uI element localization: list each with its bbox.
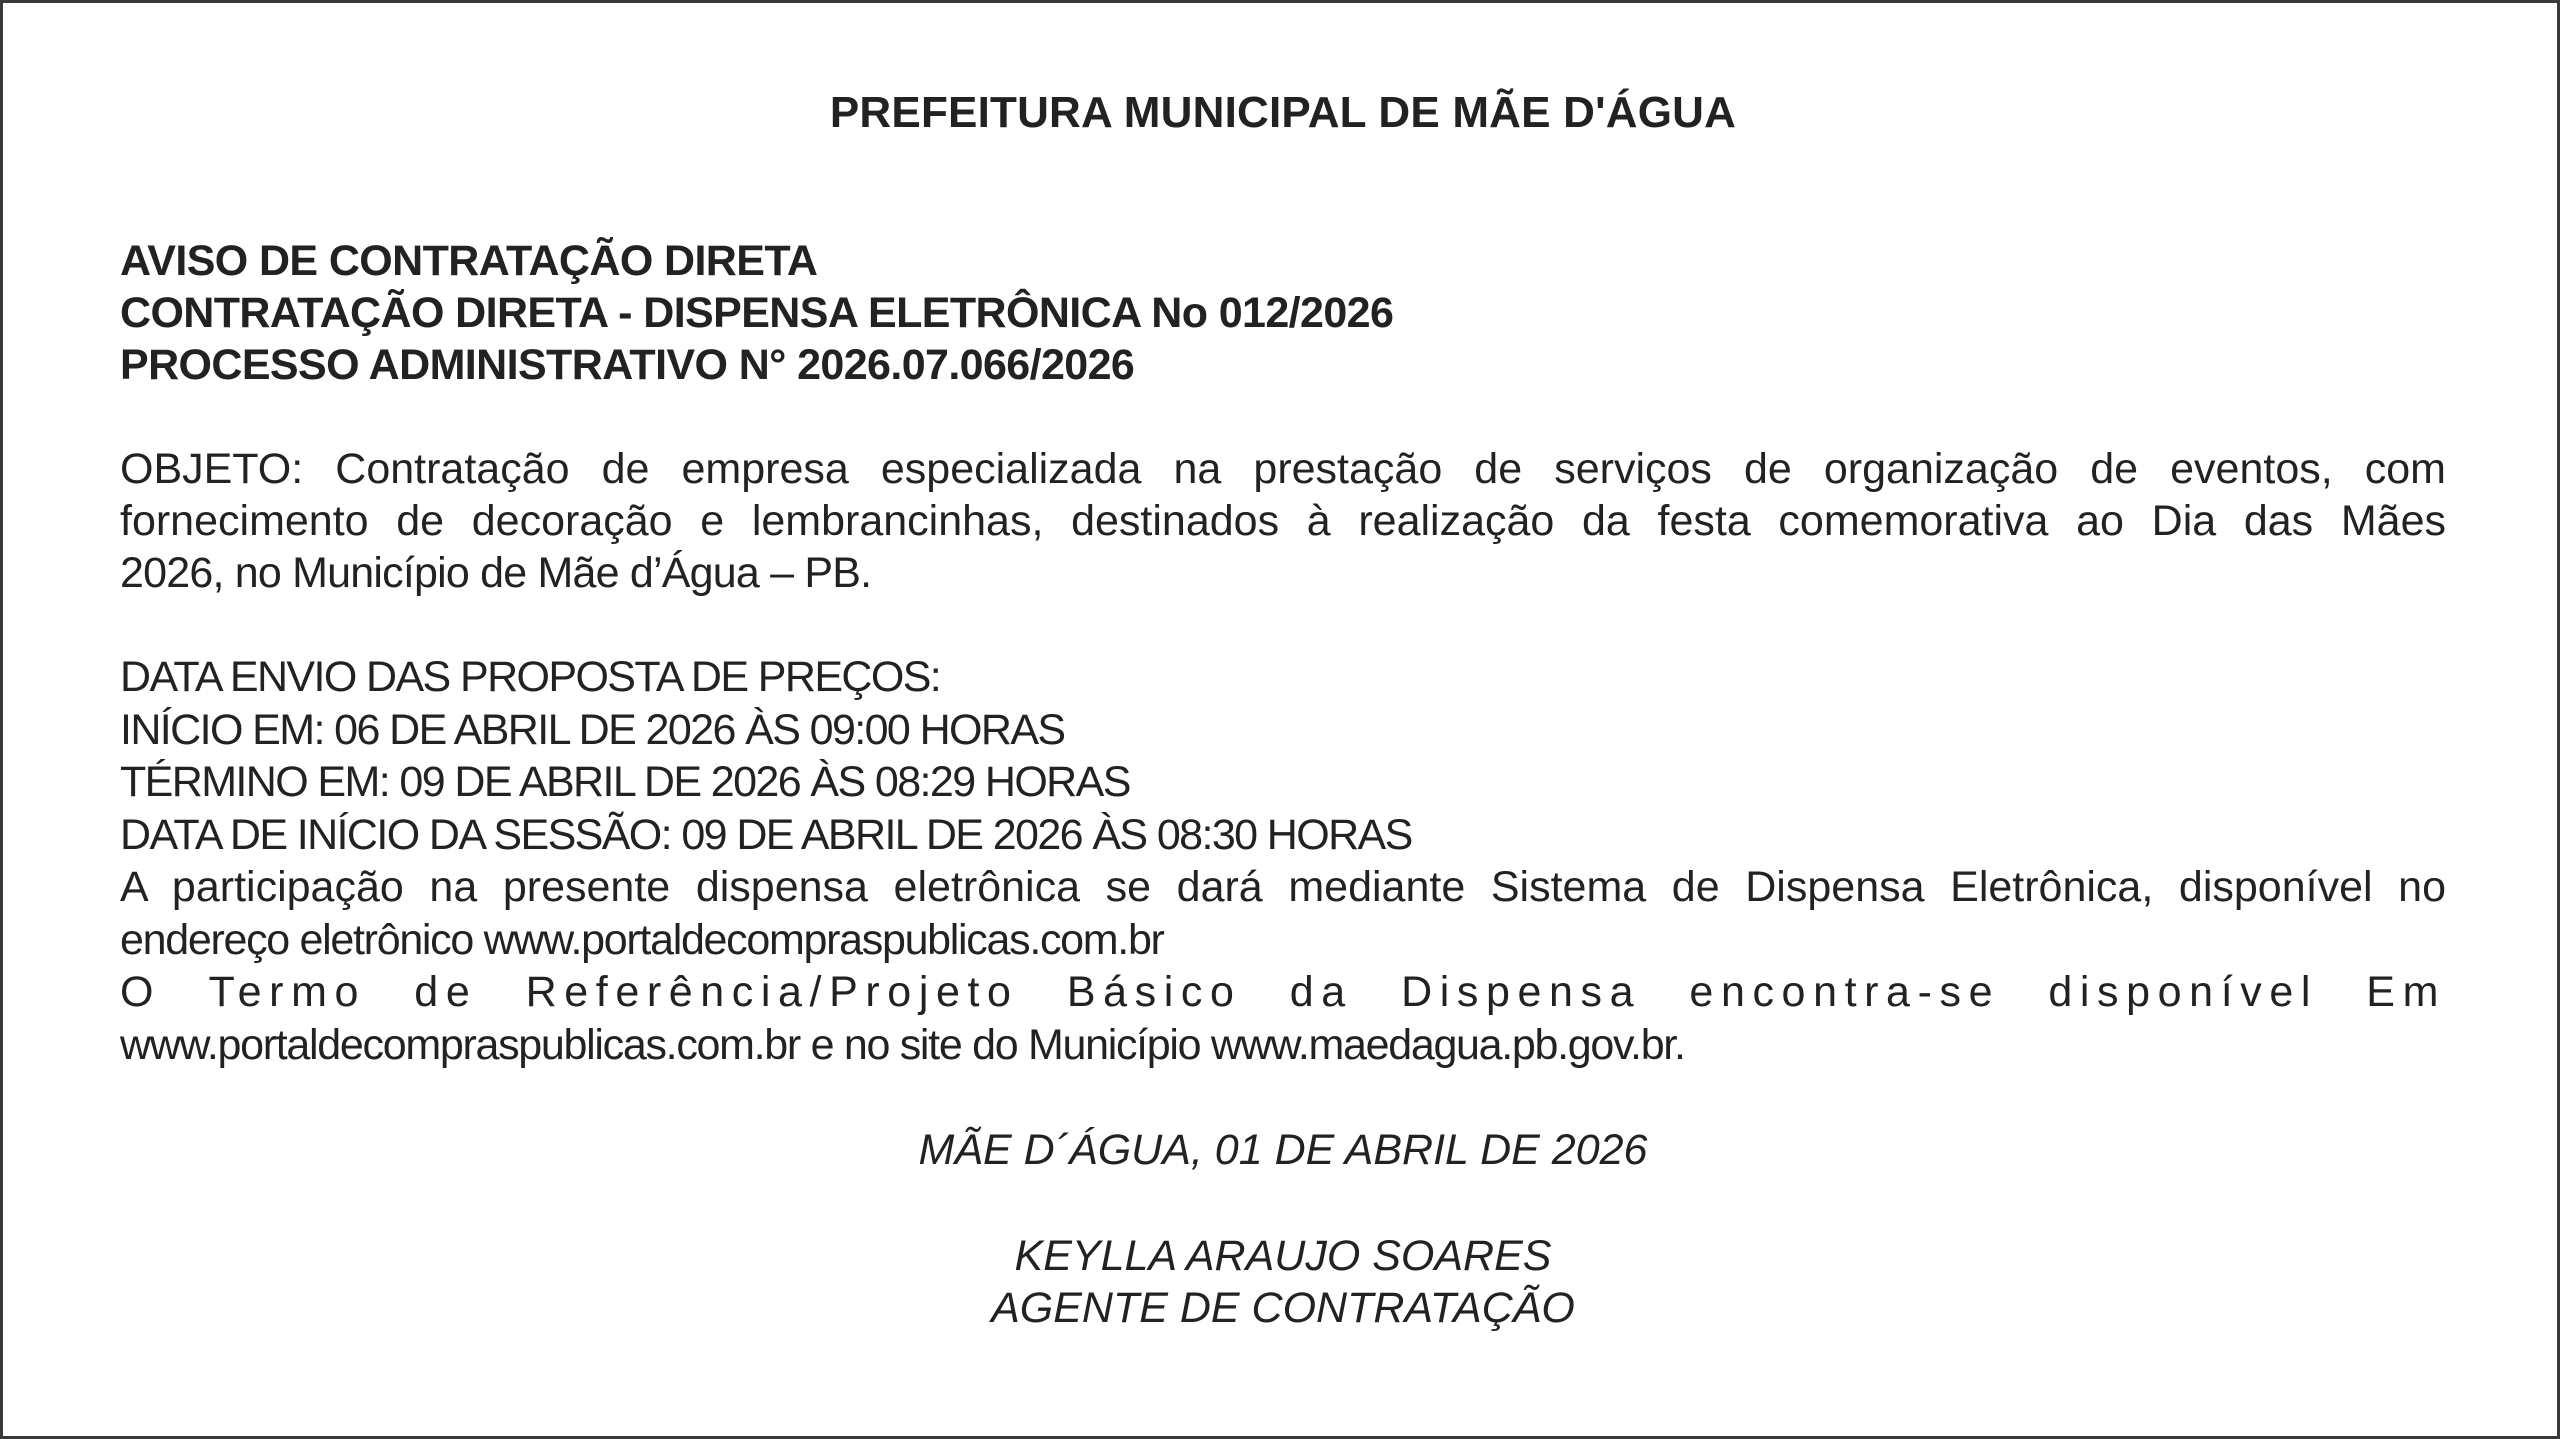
dates-heading: DATA ENVIO DAS PROPOSTA DE PREÇOS: <box>120 653 941 701</box>
objeto-paragraph <box>120 443 2446 599</box>
objeto-line-1: OBJETO: Contratação de empresa especializada na prestação de serviços de organização de eventos, com <box>120 445 2446 493</box>
participacao-line-1: A participação na presente dispensa eletrônica se dará mediante Sistema de Dispensa Eletrônica, disponível no <box>120 863 2446 911</box>
termo-line-2: www.portaldecompraspublicas.com.br e no site do Município www.maedagua.pb.gov.br. <box>120 1020 1685 1069</box>
participacao-paragraph <box>120 861 2446 966</box>
signer-name: KEYLLA ARAUJO SOARES <box>1014 1231 1552 1280</box>
termo-paragraph <box>120 966 2446 1071</box>
notice-title-aviso: AVISO DE CONTRATAÇÃO DIRETA <box>120 237 818 285</box>
signature-block <box>120 1230 2446 1335</box>
dates-section <box>120 651 2446 861</box>
participacao-line-2: endereço eletrônico www.portaldecompraspublicas.com.br <box>120 915 1164 964</box>
notice-title-processo: PROCESSO ADMINISTRATIVO N° 2026.07.066/2026 <box>120 341 1135 389</box>
date-inicio: INÍCIO EM: 06 DE ABRIL DE 2026 ÀS 09:00 HORAS <box>120 705 1065 754</box>
notice-title-dispensa: CONTRATAÇÃO DIRETA - DISPENSA ELETRÔNICA No 012/2026 <box>120 289 1394 337</box>
notice-content <box>120 85 2446 1335</box>
date-sessao: DATA DE INÍCIO DA SESSÃO: 09 DE ABRIL DE 2026 ÀS 08:30 HORAS <box>120 810 1412 859</box>
signer-role: AGENTE DE CONTRATAÇÃO <box>991 1284 1575 1332</box>
objeto-line-2: fornecimento de decoração e lembrancinhas, destinados à realização da festa comemorativa ao Dia das Mães <box>120 497 2446 545</box>
page-title: PREFEITURA MUNICIPAL DE MÃE D'ÁGUA <box>829 88 1737 137</box>
objeto-line-3: 2026, no Município de Mãe d’Água – PB. <box>120 549 872 597</box>
date-termino: TÉRMINO EM: 09 DE ABRIL DE 2026 ÀS 08:29 HORAS <box>120 758 1130 806</box>
place-date: MÃE D´ÁGUA, 01 DE ABRIL DE 2026 <box>918 1126 1648 1174</box>
notice-titles <box>120 235 2446 391</box>
termo-line-1: O Termo de Referência/Projeto Básico da Dispensa encontra-se disponível Em <box>120 968 2446 1016</box>
